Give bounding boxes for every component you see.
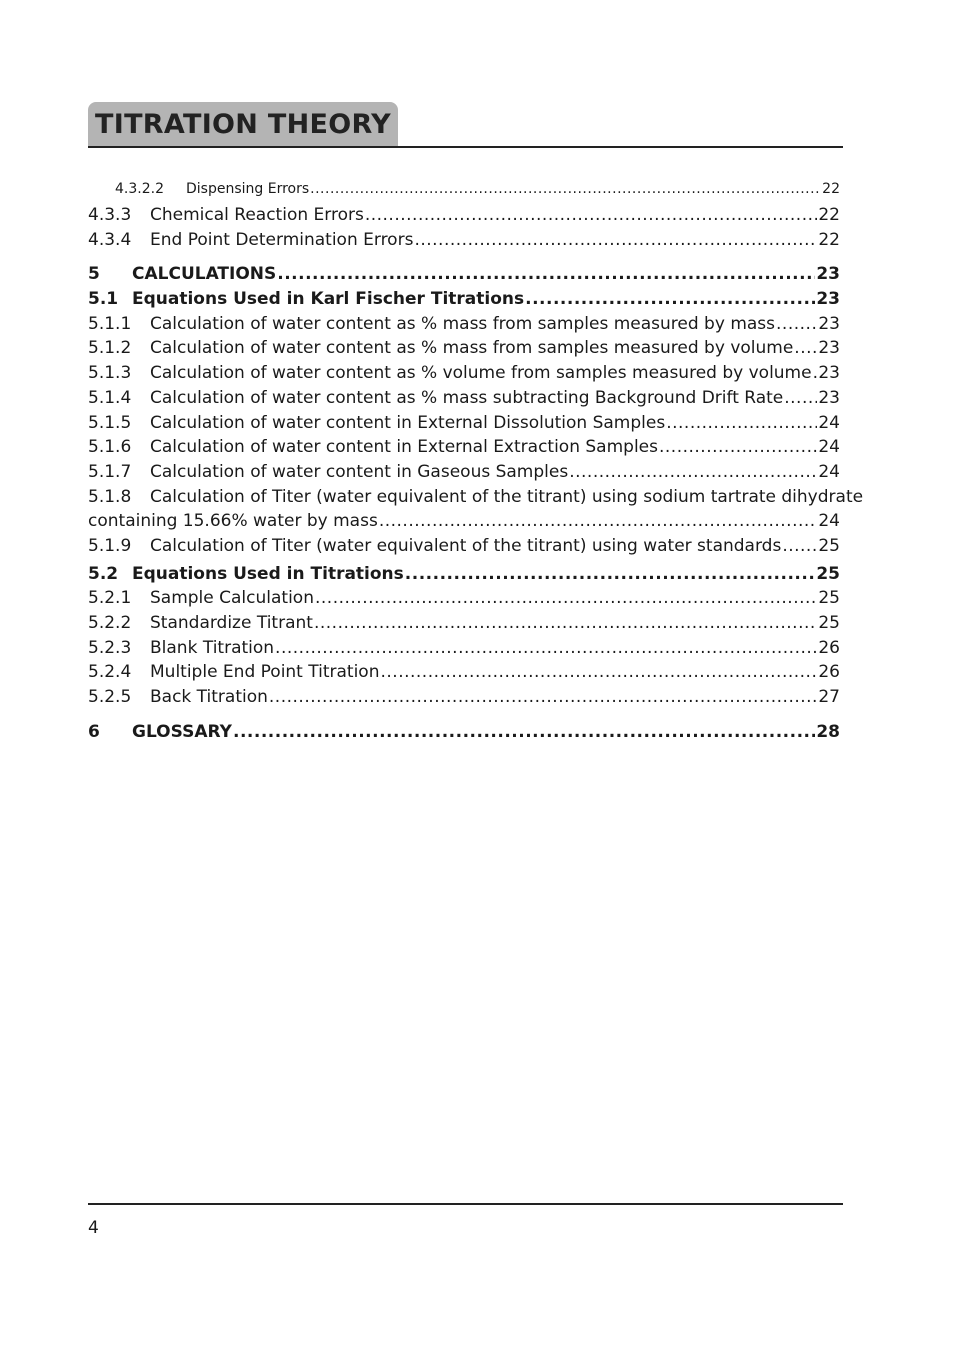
toc-entry-number: 5 (88, 264, 100, 285)
toc-entry-label: Chemical Reaction Errors (150, 205, 364, 225)
toc-leader-dots (277, 262, 815, 287)
toc-leader-dots (794, 336, 817, 361)
toc-entry[interactable] (88, 175, 840, 203)
toc-leader-dots (569, 460, 817, 485)
toc-entry[interactable] (88, 611, 840, 636)
toc-leader-dots (405, 562, 816, 587)
toc-entry-label: Calculation of water content as % mass from samples measured by volume (150, 338, 794, 359)
toc-leader-dots (315, 586, 817, 611)
toc-entry-label: Equations Used in Titrations (132, 563, 404, 584)
toc-entry-page: 23 (818, 313, 840, 334)
page-number: 4 (88, 1218, 99, 1238)
toc-entry-page: 25 (818, 613, 840, 634)
toc-entry-page: 23 (816, 264, 840, 285)
toc-entry-page: 26 (818, 637, 840, 658)
toc-entry[interactable] (88, 411, 840, 436)
toc-entry-label: GLOSSARY (132, 721, 232, 742)
toc-leader-dots (659, 435, 817, 460)
toc-entry-number: 5.2.3 (88, 637, 132, 658)
toc-entry-page: 23 (818, 363, 840, 384)
toc-entry-label: Back Titration (150, 687, 268, 708)
toc-entry[interactable] (88, 485, 864, 534)
toc-entry[interactable] (88, 336, 840, 361)
toc-leader-dots (784, 386, 817, 411)
toc-entry[interactable] (88, 386, 840, 411)
toc-entry-number: 5.1.1 (88, 313, 132, 334)
toc-entry-number: 5.2.1 (88, 588, 132, 609)
toc-leader-dots (314, 611, 817, 636)
toc-entry-number: 5.1.3 (88, 363, 132, 384)
footer-divider (88, 1203, 843, 1205)
toc-leader-dots (310, 175, 821, 203)
toc-entry-label: Calculation of Titer (water equivalent of the titrant) using water standards (150, 535, 782, 556)
toc-entry-label: Calculation of water content as % mass from samples measured by mass (150, 313, 776, 334)
toc-leader-dots (380, 660, 817, 685)
toc-entry[interactable] (88, 312, 840, 337)
toc-entry-page: 24 (818, 511, 840, 532)
toc-entry-number: 4.3.4 (88, 229, 132, 250)
toc-entry-page: 25 (818, 588, 840, 609)
section-header (88, 102, 398, 146)
toc-entry-page: 25 (818, 535, 840, 556)
toc-chapter-entry[interactable] (88, 262, 840, 287)
toc-entry-number: 5.1.8 (88, 486, 132, 507)
toc-entry-label: Equations Used in Karl Fischer Titrations (132, 289, 525, 310)
section-title: TITRATION THEORY (95, 108, 391, 140)
toc-section-entry[interactable] (88, 562, 840, 587)
toc-entry[interactable] (88, 534, 840, 559)
toc-entry-page: 22 (818, 229, 840, 250)
toc-entry-label: Calculation of water content in Gaseous Samples (150, 461, 569, 482)
toc-leader-dots (379, 509, 818, 534)
toc-entry-number: 6 (88, 721, 100, 742)
toc-entry-number: 4.3.3 (88, 205, 132, 225)
toc-entry[interactable] (88, 685, 840, 710)
toc-entry-page: 25 (816, 563, 840, 584)
toc-entry-number: 4.3.2.2 (115, 181, 164, 197)
toc-leader-dots (666, 411, 817, 436)
toc-entry-label: Standardize Titrant (150, 613, 313, 634)
toc-leader-dots (365, 203, 818, 228)
toc-entry-number: 5.2.2 (88, 613, 132, 634)
toc-entry-label-continued: containing 15.66% water by mass (88, 511, 378, 532)
toc-entry-label: End Point Determination Errors (150, 229, 414, 250)
toc-leader-dots (813, 361, 818, 386)
toc-entry-page: 28 (816, 721, 840, 742)
toc-entry-label: Blank Titration (150, 637, 275, 658)
toc-entry-page: 22 (822, 181, 840, 197)
toc-entry-label: CALCULATIONS (132, 264, 277, 285)
toc-entry-label: Calculation of water content in External Dissolution Samples (150, 412, 666, 433)
toc-entry[interactable] (88, 228, 840, 253)
toc-entry-page: 23 (818, 387, 840, 408)
toc-entry-number: 5.1.6 (88, 437, 132, 458)
toc-entry-label: Dispensing Errors (186, 181, 310, 197)
toc-entry-label: Calculation of water content as % volume from samples measured by volume (150, 363, 812, 384)
toc-entry[interactable] (88, 660, 840, 685)
toc-chapter-entry[interactable] (88, 720, 840, 745)
toc-entry-number: 5.1.7 (88, 461, 132, 482)
toc-entry-label: Multiple End Point Titration (150, 662, 380, 683)
toc-entry-page: 24 (818, 437, 840, 458)
toc-leader-dots (275, 636, 817, 661)
toc-entry[interactable] (88, 460, 840, 485)
toc-entry-number: 5.2.4 (88, 662, 132, 683)
toc-entry[interactable] (88, 435, 840, 460)
toc-entry-label: Calculation of Titer (water equivalent of the titrant) using sodium tartrate dihydrate (150, 486, 864, 507)
toc-entry-page: 23 (818, 338, 840, 359)
toc-leader-dots (233, 720, 815, 745)
toc-entry-page: 22 (818, 205, 840, 225)
toc-entry-number: 5.1.4 (88, 387, 132, 408)
toc-entry-page: 27 (818, 687, 840, 708)
toc-entry-label: Calculation of water content as % mass subtracting Background Drift Rate (150, 387, 784, 408)
toc-leader-dots (776, 312, 817, 337)
toc-entry-number: 5.1.5 (88, 412, 132, 433)
toc-entry-number: 5.2 (88, 563, 119, 584)
toc-entry[interactable] (88, 361, 840, 386)
toc-entry-label: Calculation of water content in External Extraction Samples (150, 437, 658, 458)
toc-entry-page: 23 (816, 289, 840, 310)
toc-entry-page: 24 (818, 461, 840, 482)
toc-entry-number: 5.1 (88, 289, 119, 310)
toc-leader-dots (269, 685, 817, 710)
toc-entry[interactable] (88, 203, 840, 228)
toc-entry-page: 24 (818, 412, 840, 433)
toc-entry-number: 5.1.9 (88, 535, 132, 556)
toc-leader-dots (414, 228, 817, 253)
toc-leader-dots (782, 534, 817, 559)
toc-entry-label: Sample Calculation (150, 588, 314, 609)
table-of-contents (88, 175, 864, 744)
toc-entry[interactable] (88, 636, 840, 661)
toc-leader-dots (525, 287, 815, 312)
toc-entry-number: 5.1.2 (88, 338, 132, 359)
toc-entry[interactable] (88, 586, 840, 611)
toc-section-entry[interactable] (88, 287, 840, 312)
header-divider (88, 146, 843, 148)
toc-entry-number: 5.2.5 (88, 687, 132, 708)
toc-entry-page: 26 (818, 662, 840, 683)
